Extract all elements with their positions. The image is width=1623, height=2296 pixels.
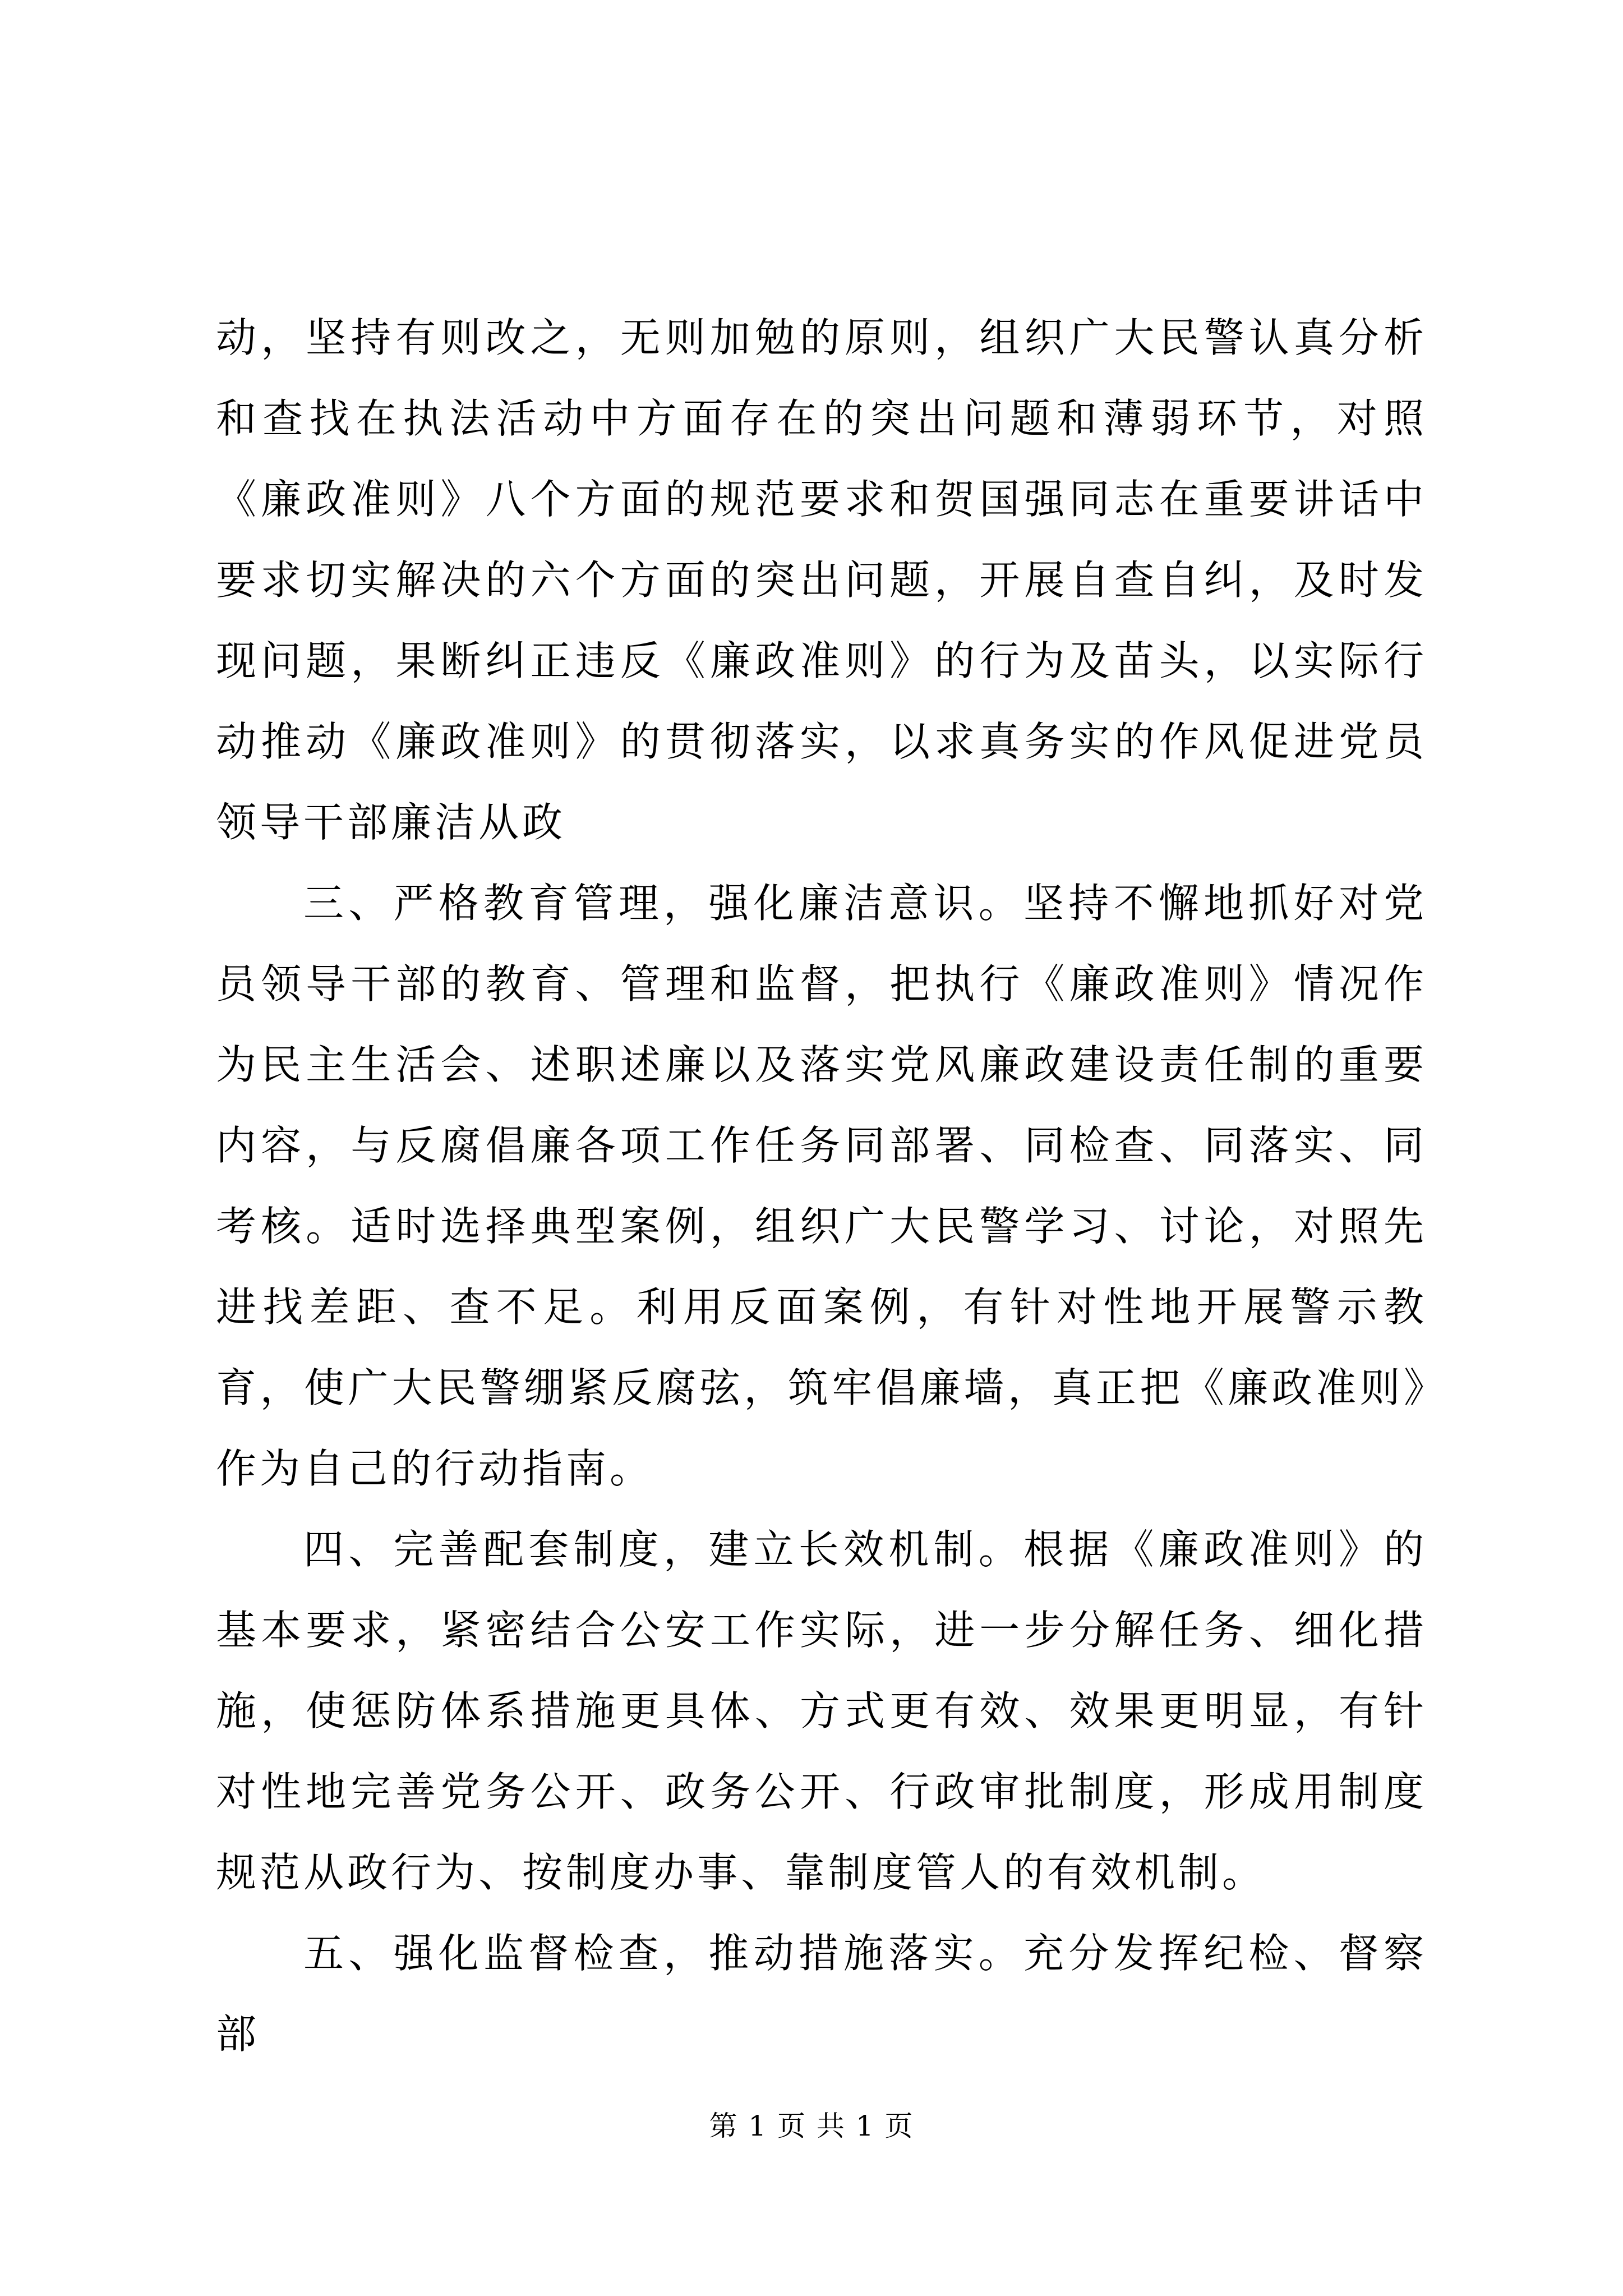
- document-body: [216, 297, 1427, 2074]
- paragraph-section-four: 四、完善配套制度，建立长效机制。根据《廉政准则》的基本要求，紧密结合公安工作实际，进一步分解任务、细化措施，使惩防体系措施更具体、方式更有效、效果更明显，有针对性地完善党务公开、政务公开、行政审批制度，形成用制度规范从政行为、按制度办事、靠制度管人的有效机制。: [216, 1526, 1427, 1896]
- page-footer: 第 1 页 共 1 页: [709, 2110, 914, 2142]
- paragraph-section-three: 三、严格教育管理，强化廉洁意识。坚持不懈地抓好对党员领导干部的教育、管理和监督，把执行《廉政准则》情况作为民主生活会、述职述廉以及落实党风廉政建设责任制的重要内容，与反腐倡廉各项工作任务同部署、同检查、同落实、同考核。适时选择典型案例，组织广大民警学习、讨论，对照先进找差距、查不足。利用反面案例，有针对性地开展警示教育，使广大民警绷紧反腐弦，筑牢倡廉墙，真正把《廉政准则》作为自己的行动指南。: [216, 880, 1427, 1492]
- paragraph-continuation: 动，坚持有则改之，无则加勉的原则，组织广大民警认真分析和查找在执法活动中方面存在的突出问题和薄弱环节，对照《廉政准则》八个方面的规范要求和贺国强同志在重要讲话中要求切实解决的六个方面的突出问题，开展自查自纠，及时发现问题，果断纠正违反《廉政准则》的行为及苗头，以实际行动推动《廉政准则》的贯彻落实，以求真务实的作风促进党员领导干部廉洁从政: [216, 314, 1427, 846]
- paragraph-section-five: 五、强化监督检查，推动措施落实。充分发挥纪检、督察部: [216, 1930, 1427, 2058]
